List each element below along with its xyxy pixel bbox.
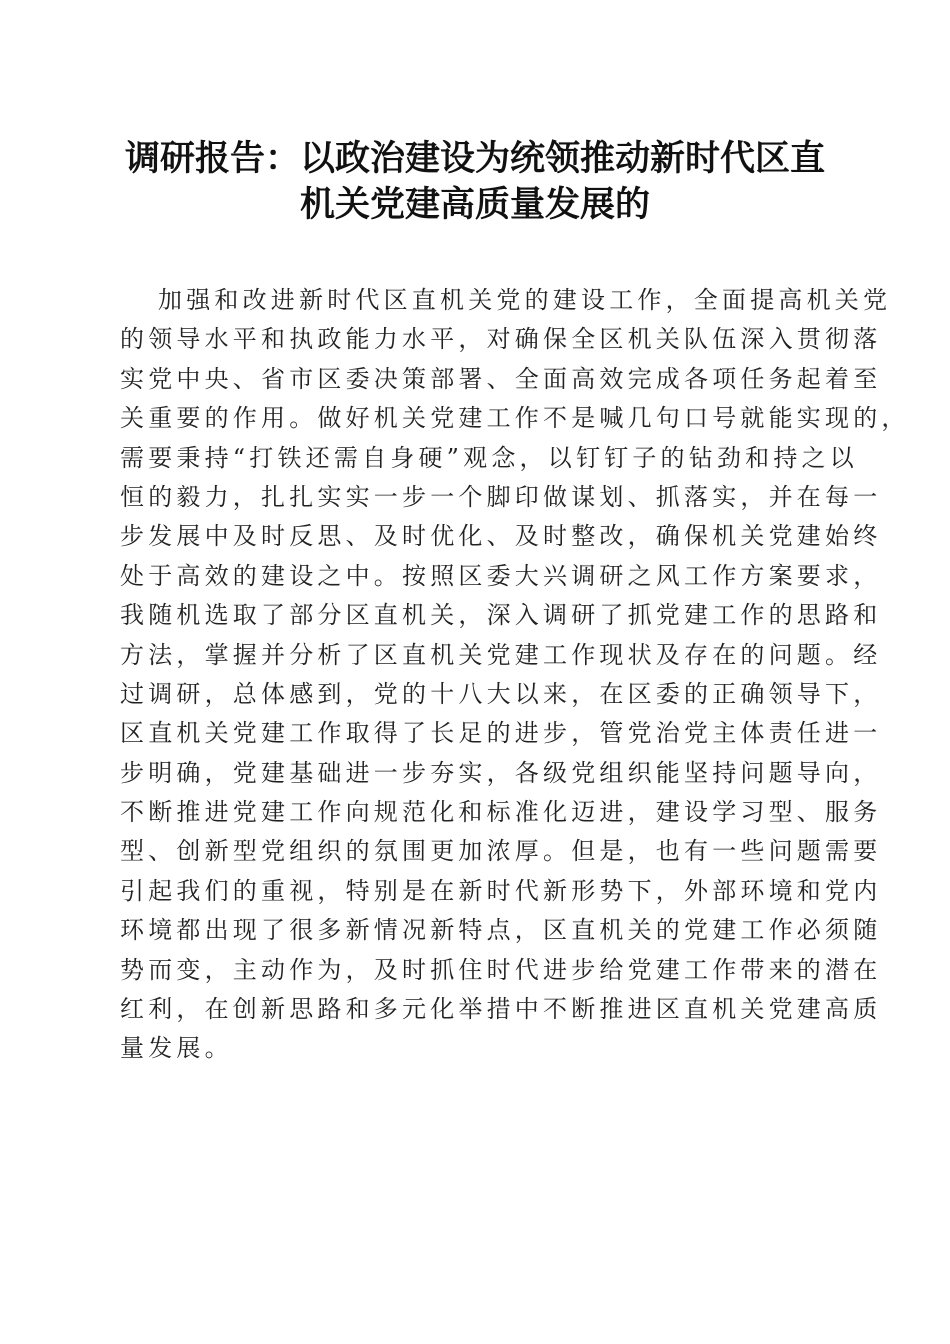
- body-line: 区直机关党建工作取得了长足的进步，管党治党主体责任进一: [120, 719, 882, 748]
- document-title: [100, 136, 850, 228]
- body-line: 环境都出现了很多新情况新特点，区直机关的党建工作必须随: [120, 916, 882, 945]
- body-line: 处于高效的建设之中。按照区委大兴调研之风工作方案要求，: [120, 561, 882, 590]
- body-line: 加强和改进新时代区直机关党的建设工作，全面提高机关党: [158, 286, 892, 314]
- body-paragraph: [120, 281, 910, 1069]
- body-line: 方法，掌握并分析了区直机关党建工作现状及存在的问题。经: [120, 640, 882, 669]
- body-line: 需要秉持“打铁还需自身硬”观念，以钉钉子的钻劲和持之以: [120, 443, 858, 472]
- body-line: 型、创新型党组织的氛围更加浓厚。但是，也有一些问题需要: [120, 837, 882, 866]
- body-line: 步明确，党建基础进一步夯实，各级党组织能坚持问题导向，: [120, 758, 882, 787]
- body-line: 势而变，主动作为，及时抓住时代进步给党建工作带来的潜在: [120, 955, 882, 984]
- body-line: 我随机选取了部分区直机关，深入调研了抓党建工作的思路和: [120, 601, 882, 630]
- body-line: 恒的毅力，扎扎实实一步一个脚印做谋划、抓落实，并在每一: [120, 482, 882, 511]
- body-line: 过调研，总体感到，党的十八大以来，在区委的正确领导下，: [120, 679, 882, 708]
- body-line: 红利，在创新思路和多元化举措中不断推进区直机关党建高质: [120, 995, 882, 1024]
- body-line: 量发展。: [120, 1034, 233, 1063]
- body-line: 实党中央、省市区委决策部署、全面高效完成各项任务起着至: [120, 364, 882, 393]
- title-line: 机关党建高质量发展的: [299, 184, 650, 225]
- body-line: 关重要的作用。做好机关党建工作不是喊几句口号就能实现的，: [120, 404, 910, 433]
- body-line: 的领导水平和执政能力水平，对确保全区机关队伍深入贯彻落: [120, 325, 882, 354]
- body-line: 不断推进党建工作向规范化和标准化迈进，建设学习型、服务: [120, 798, 882, 827]
- body-line: 步发展中及时反思、及时优化、及时整改，确保机关党建始终: [120, 522, 882, 551]
- body-line: 引起我们的重视，特别是在新时代新形势下，外部环境和党内: [120, 876, 882, 905]
- title-line: 调研报告：以政治建设为统领推动新时代区直: [124, 138, 825, 179]
